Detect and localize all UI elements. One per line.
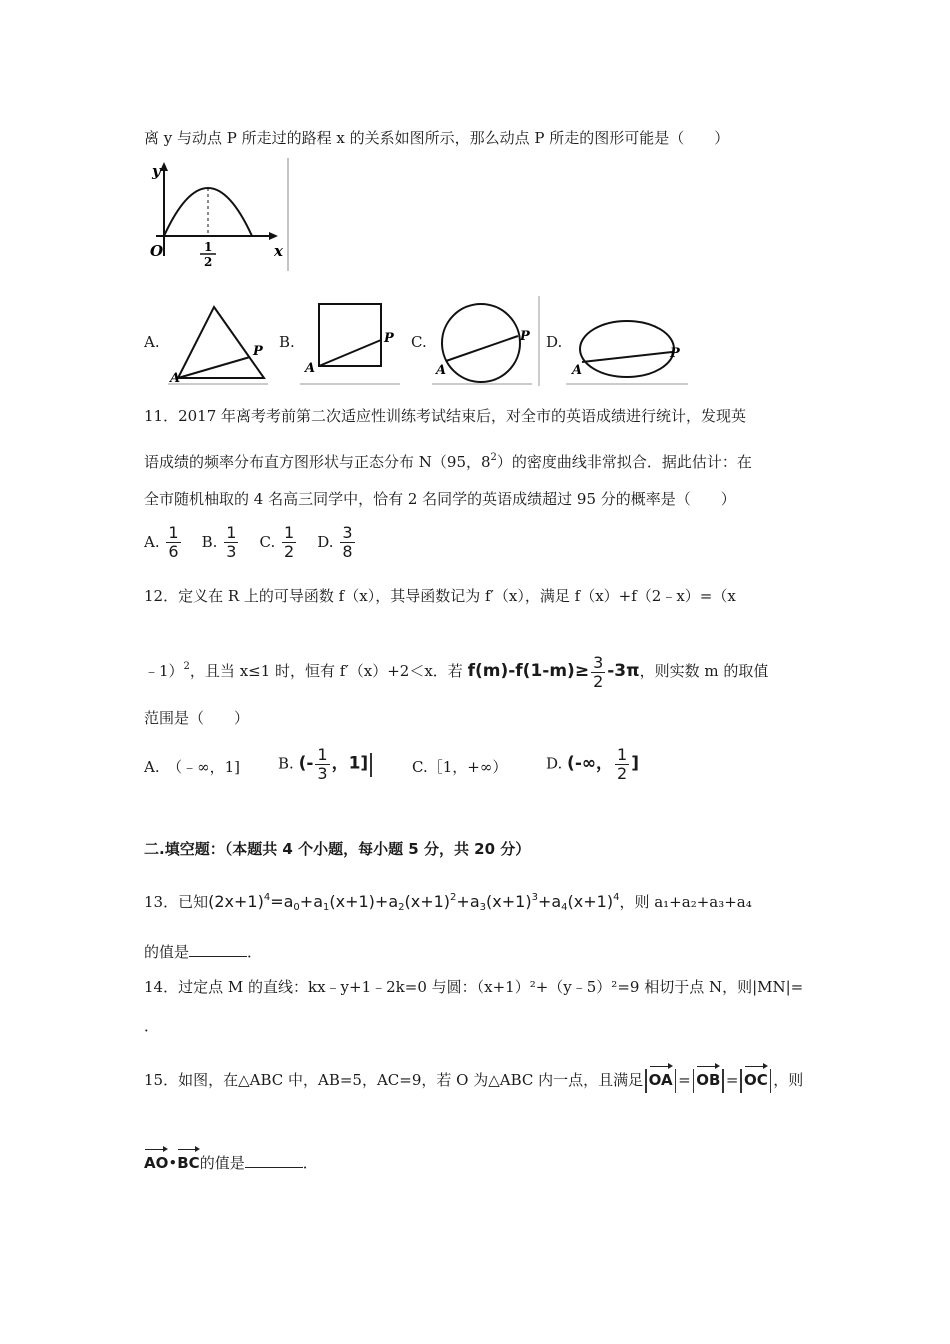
q14-line1: 14．过定点 M 的直线：kx﹣y+1﹣2k=0 与圆：（x+1）²+（y﹣5）²=9 相切于点 N，则|MN|=: [144, 978, 804, 996]
q14-line2: ．: [144, 1017, 160, 1035]
q11-line3: 全市随机柚取的 4 名高三同学中，恰有 2 名同学的英语成绩超过 95 分的概率是（ ）: [144, 490, 736, 508]
vector-ob: OB: [696, 1065, 720, 1091]
option-d-point-a: A: [572, 363, 583, 378]
q12-option-c: C.［1，+∞）: [412, 758, 508, 776]
graph-origin-label: O: [150, 242, 164, 260]
option-c-point-a: A: [436, 363, 447, 378]
q11-line1: 11．2017 年离考考前第二次适应性训练考试结束后，对全市的英语成绩进行统计，发现英: [144, 407, 747, 425]
graph-y-label: y: [152, 162, 161, 180]
q12-option-a: A. （﹣∞，1]: [144, 758, 240, 776]
q10-option-d-ellipse: [566, 310, 690, 388]
q10-option-d-label: D.: [546, 333, 563, 351]
option-c-point-p: P: [520, 329, 530, 344]
q13-answer-blank[interactable]: [189, 942, 247, 957]
q11-line2: 语成绩的频率分布直方图形状与正态分布 N（95，$8^2$）的密度曲线非常拟合．据此估计：在: [144, 452, 752, 471]
q10-option-c-label: C.: [411, 333, 427, 351]
q12-option-d: D. (-∞， $\frac{1}{2}$ ]: [546, 745, 640, 783]
graph-x-label: x: [274, 242, 283, 260]
vector-oa: OA: [649, 1065, 673, 1091]
q15-answer-blank[interactable]: [245, 1153, 303, 1168]
q10-stem: 离 y 与动点 P 所走过的路程 x 的关系如图所示，那么动点 P 所走的图形可能是（ ）: [144, 129, 730, 147]
q10-option-a-label: A.: [144, 333, 160, 351]
q12-option-b: B. (- $\frac{1}{3}$ ，1]: [278, 746, 374, 783]
q11-option-a: A. $\frac{1}{6}$: [144, 523, 179, 561]
q12-line1: 12．定义在 R 上的可导函数 f（x），其导函数记为 f′（x），满足 f（x）+f（2﹣x）=（x: [144, 587, 736, 605]
option-b-point-a: A: [305, 361, 316, 376]
q10-graph: [140, 158, 295, 273]
q11-option-d: D. $\frac{3}{8}$: [317, 523, 353, 561]
q10-option-b-label: B.: [279, 333, 295, 351]
q10-option-b-square: [300, 296, 404, 388]
vector-ao: AO: [144, 1148, 168, 1174]
section-fill-in-title: 二.填空题：（本题共 4 个小题，每小题 5 分，共 20 分）: [144, 840, 531, 858]
q11-option-c: C. $\frac{1}{2}$: [259, 523, 295, 561]
vector-oc: OC: [744, 1065, 768, 1091]
graph-half-num: 1: [204, 240, 213, 254]
q10-option-c-circle: [432, 296, 544, 388]
q13-line2: 的值是 ．: [144, 943, 263, 961]
option-a-point-p: P: [253, 344, 263, 359]
q15-line1: 15．如图，在△ABC 中，AB=5，AC=9，若 O 为△ABC 内一点，且满足 OA = OB = OC ，则: [144, 1065, 803, 1093]
option-b-point-p: P: [384, 331, 394, 346]
vector-bc: BC: [177, 1148, 199, 1174]
q12-line3: 范围是（ ）: [144, 709, 250, 727]
q13-equation: $(2x+1)^4=a_0+a_1(x+1)+a_2(x+1)^2+a_3(x+1)^3+a_4(x+1)^4$: [208, 892, 620, 913]
q12-inequality: f(m)-f(1-m)≥: [467, 661, 590, 681]
q10-option-a-triangle: [168, 302, 272, 388]
graph-half-den: 2: [204, 255, 213, 269]
q13-line1: 13．已知$(2x+1)^4=a_0+a_1(x+1)+a_2(x+1)^2+a_3(x+1)^3+a_4(x+1)^4$，则 a₁+a₂+a₃+a₄: [144, 892, 752, 913]
q11-options: [144, 524, 357, 561]
option-a-point-a: A: [170, 371, 181, 386]
q15-line2: AO•BC的值是 ．: [144, 1148, 318, 1174]
option-d-point-p: P: [670, 346, 680, 361]
q11-option-b: B. $\frac{1}{3}$: [201, 523, 237, 561]
q12-line2: ﹣1）$^2$，且当 x≤1 时，恒有 f′（x）+2＜x．若 f(m)-f(1-m)≥ $\frac{3}{2}$ -3π，则实数 m 的取值: [144, 652, 769, 691]
